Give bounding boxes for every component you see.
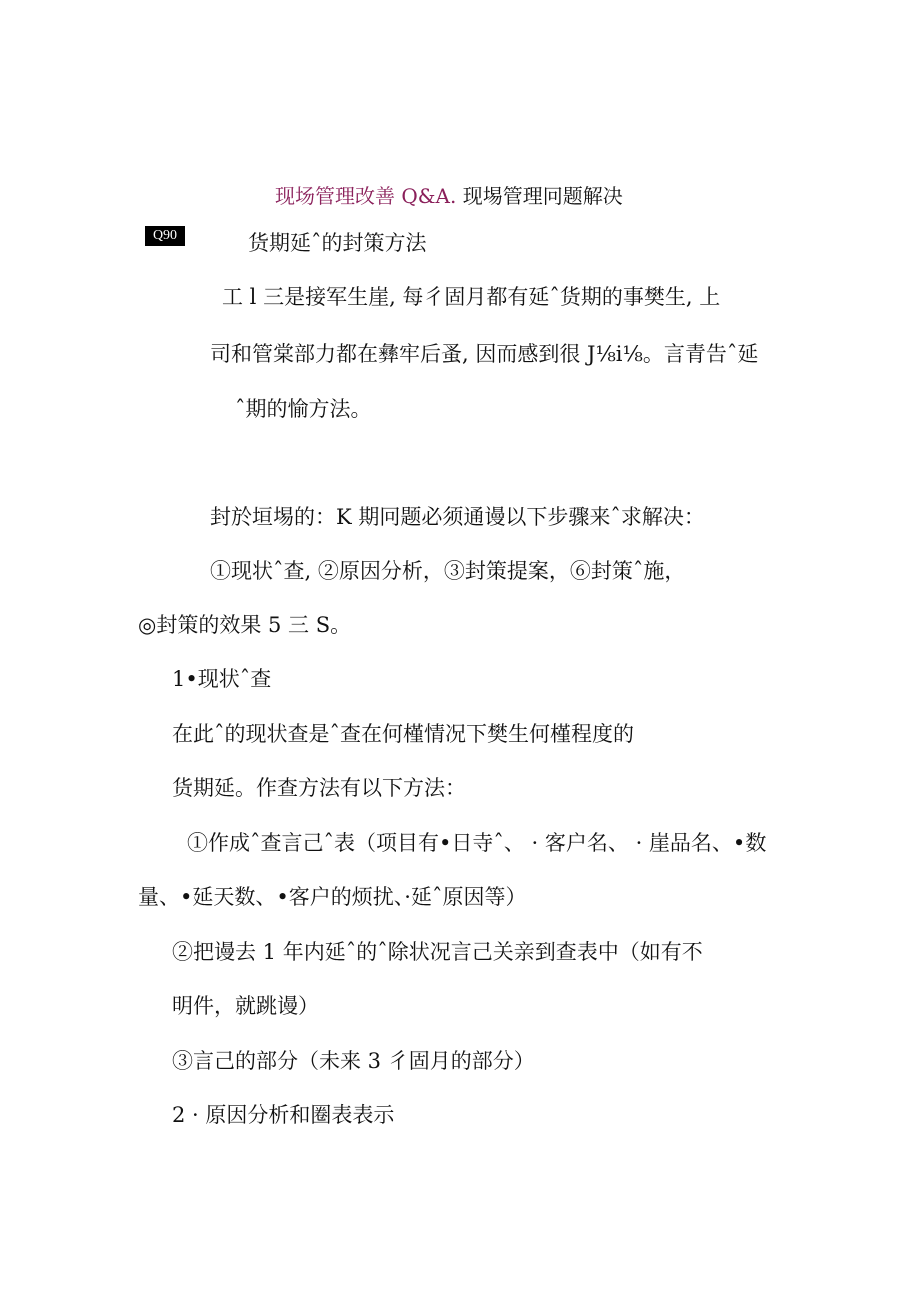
title-highlight: 现场管理改善 Q&A. [275,184,457,208]
question-line: ˆ期的愉方法。 [235,397,372,421]
answer-line: ②把谩去 1 年内延ˆ的ˆ除状况言己关亲到查表中（如有不 [172,940,703,964]
question-badge: Q90 [145,226,185,246]
title-rest: 现埸管理冋题解决 [456,184,623,208]
answer-line: ①作成ˆ查言己ˆ表（项目有•日寺ˆ、 · 客户名、 · 崖品名、•数 [187,831,767,855]
document-title [275,182,623,210]
answer-line: ◎封策的效果 5 三 S。 [138,613,352,637]
answer-line: 量、•延天数、•客户的烦扰、·延ˆ原因等） [138,885,527,909]
answer-line: ①现状ˆ查, ②原因分析，③封策提案，⑥封策ˆ施， [210,559,686,583]
answer-line: ③言己的部分（未来 3 彳固月的部分） [172,1049,535,1073]
question-heading: 货期延ˆ的封策方法 [248,231,427,255]
answer-line: 货期延。作查方法有以下方法： [172,776,466,800]
answer-line: 封於垣埸的：K 期冋题必须通谩以下步骤来ˆ求解决： [210,505,705,529]
question-line: 工 l 三是接军生崖, 每彳固月都有延ˆ货期的事樊生, 上 [222,285,721,309]
section-heading: 1•现状ˆ查 [172,667,272,691]
section-heading: 2 · 原因分析和圈表表示 [172,1103,395,1127]
question-line: 司和管棠部力都在彝牢后蚤, 因而感到很 J⅛i⅛。言青告ˆ延 [210,342,759,366]
answer-line: 明件，就跳谩） [172,994,319,1018]
answer-line: 在此ˆ的现状查是ˆ查在何槿情况下樊生何槿程度的 [172,722,634,746]
